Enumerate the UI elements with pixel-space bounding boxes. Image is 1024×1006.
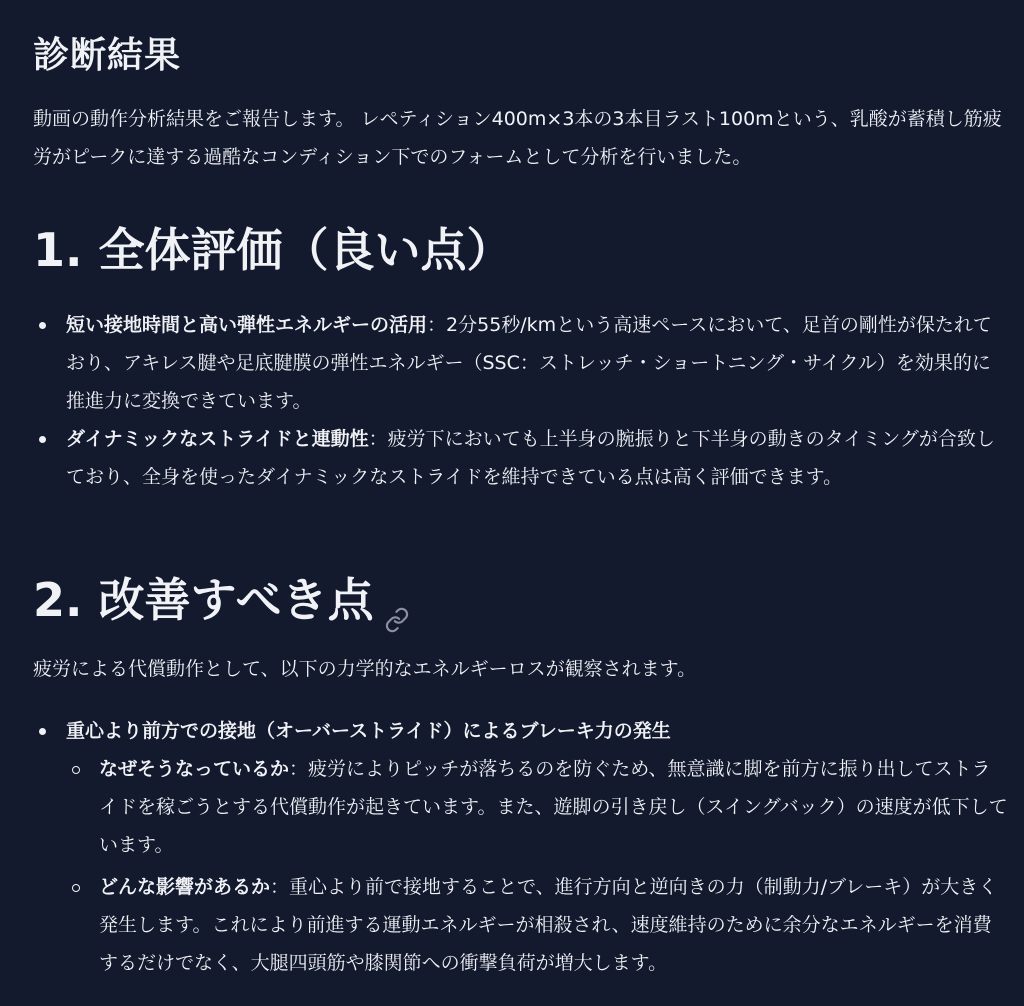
bullet-icon [39,322,46,329]
subitem-text: ：疲労によりピッチが落ちるのを防ぐため、無意識に脚を前方に振り出してストライドを稼ごうとする代償動作が起きています。また、遊脚の引き戻し（スイングバック）の速度が低下しています。 [99,758,1008,856]
sublist [66,750,1008,982]
list-item [33,712,1008,982]
section2-intro: 疲労による代償動作として、以下の力学的なエネルギーロスが観察されます。 [33,658,697,680]
section2-heading [33,572,410,628]
subitem-label: なぜそうなっているか [99,758,290,780]
section1-list [33,306,1008,496]
link-icon[interactable] [384,589,410,615]
hollow-bullet-icon [72,766,80,774]
section2-list [33,712,1008,982]
list-item [33,306,1008,420]
subitem-label: どんな影響があるか [99,876,271,898]
hollow-bullet-icon [72,884,80,892]
section1-heading [33,222,513,278]
bullet-icon [39,728,46,735]
item-text: ：2分55秒/kmという高速ペースにおいて、足首の剛性が保たれており、アキレス腱や足底腱膜の弾性エネルギー（SSC：ストレッチ・ショートニング・サイクル）を効果的に推進力に変換できています。 [66,314,992,412]
intro-paragraph: 動画の動作分析結果をご報告します。 レペティション400m×3本の3本目ラスト100mという、乳酸が蓄積し筋疲労がピークに達する過酷なコンディション下でのフォームとして分析を行いました。 [33,108,1002,168]
subitem-text: ：重心より前で接地することで、進行方向と逆向きの力（制動力/ブレーキ）が大きく発生します。これにより前進する運動エネルギーが相殺され、速度維持のために余分なエネルギーを消費するだけでなく、大腿四頭筋や膝関節への衝撃負荷が増大します。 [99,876,998,974]
item-label: 重心より前方での接地（オーバーストライド）によるブレーキ力の発生 [66,720,671,742]
bullet-icon [39,436,46,443]
sublist-item [66,750,1008,864]
list-item [33,420,1008,496]
page-title: 診断結果 [33,35,182,76]
sublist-item [66,868,1008,982]
section1-title: 1. 全体評価（良い点） [33,223,513,277]
item-label: 短い接地時間と高い弾性エネルギーの活用 [66,314,428,336]
section2-title: 2. 改善すべき点 [33,573,374,627]
item-text: ：疲労下においても上半身の腕振りと下半身の動きのタイミングが合致しており、全身を使ったダイナミックなストライドを維持できている点は高く評価できます。 [66,428,995,488]
item-label: ダイナミックなストライドと連動性 [66,428,369,450]
